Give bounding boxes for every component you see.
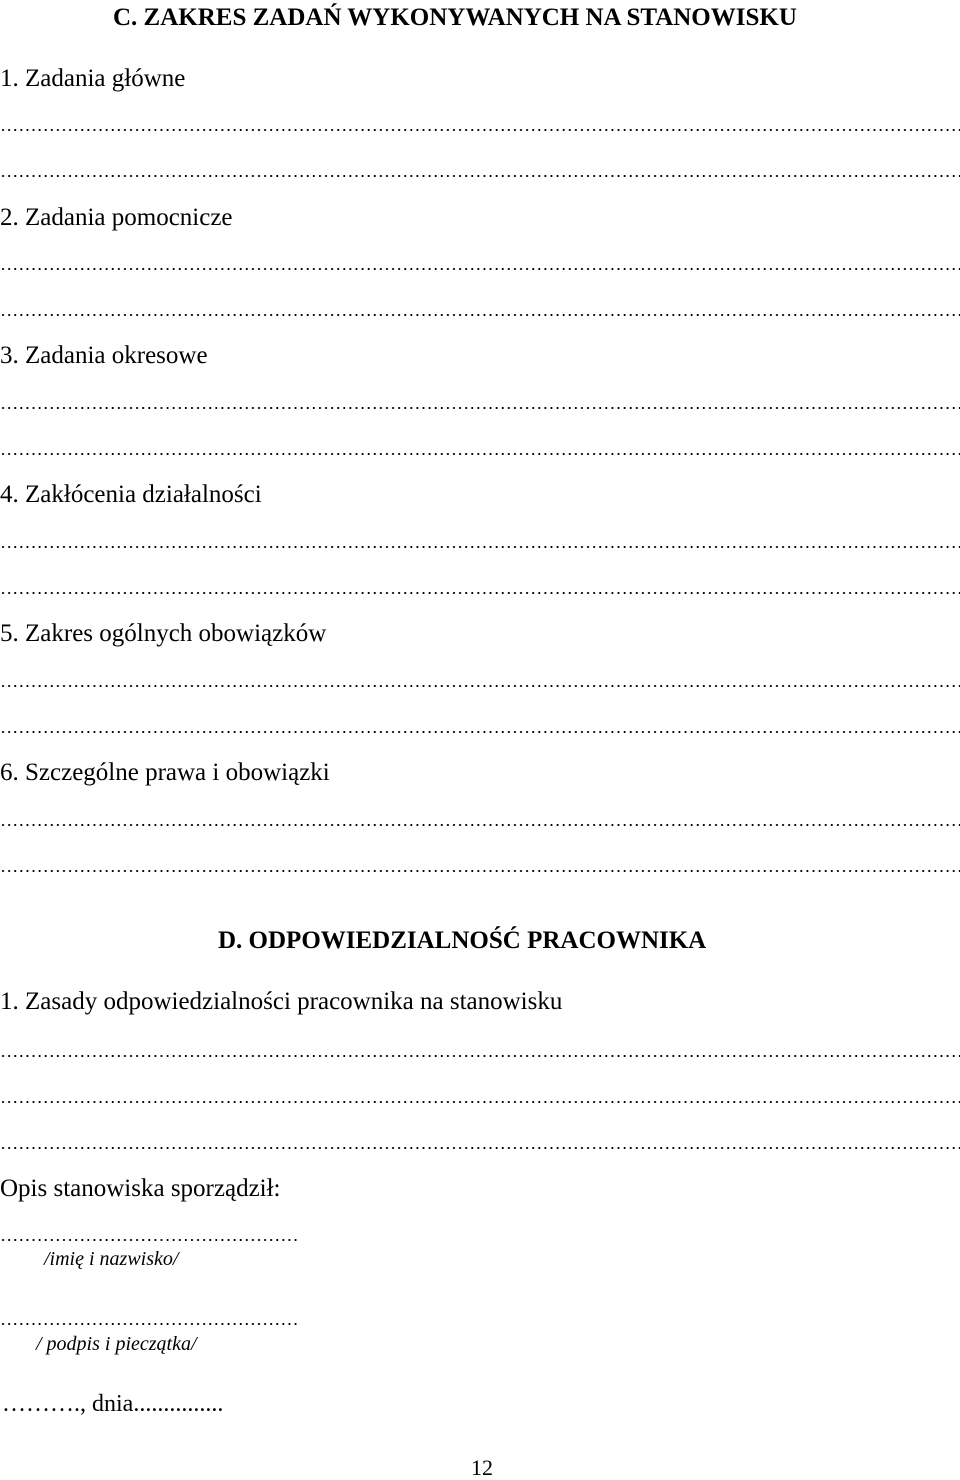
fill-line[interactable] bbox=[0, 313, 960, 317]
item-label-general-duties: 5. Zakres ogólnych obowiązków bbox=[0, 620, 327, 647]
name-fill-line[interactable] bbox=[0, 1238, 300, 1242]
item-label-auxiliary-tasks: 2. Zadania pomocnicze bbox=[0, 204, 233, 231]
fill-line[interactable] bbox=[0, 1100, 960, 1104]
fill-line[interactable] bbox=[0, 869, 960, 873]
fill-line[interactable] bbox=[0, 1146, 960, 1150]
fill-line[interactable] bbox=[0, 406, 960, 410]
date-line[interactable]: ………., dnia............... bbox=[2, 1391, 224, 1417]
item-label-main-tasks: 1. Zadania główne bbox=[0, 65, 186, 92]
item-label-responsibility-rules: 1. Zasady odpowiedzialności pracownika na stanowisku bbox=[0, 988, 563, 1015]
item-label-disruptions: 4. Zakłócenia działalności bbox=[0, 481, 262, 508]
section-d-title: D. ODPOWIEDZIALNOŚĆ PRACOWNIKA bbox=[218, 927, 707, 954]
fill-line[interactable] bbox=[0, 452, 960, 456]
fill-line[interactable] bbox=[0, 267, 960, 271]
fill-line[interactable] bbox=[0, 591, 960, 595]
section-c-title: C. ZAKRES ZADAŃ WYKONYWANYCH NA STANOWISKU bbox=[113, 4, 797, 31]
item-label-periodic-tasks: 3. Zadania okresowe bbox=[0, 342, 208, 369]
prepared-by-label: Opis stanowiska sporządził: bbox=[0, 1175, 281, 1202]
fill-line[interactable] bbox=[0, 684, 960, 688]
fill-line[interactable] bbox=[0, 1054, 960, 1058]
signature-fill-line[interactable] bbox=[0, 1322, 300, 1326]
fill-line[interactable] bbox=[0, 545, 960, 549]
fill-line[interactable] bbox=[0, 174, 960, 178]
fill-line[interactable] bbox=[0, 730, 960, 734]
item-label-special-rights: 6. Szczególne prawa i obowiązki bbox=[0, 759, 330, 786]
page-number: 12 bbox=[471, 1455, 493, 1480]
fill-line[interactable] bbox=[0, 823, 960, 827]
signature-caption: / podpis i pieczątka/ bbox=[36, 1333, 197, 1355]
name-caption: /imię i nazwisko/ bbox=[44, 1248, 179, 1270]
fill-line[interactable] bbox=[0, 128, 960, 132]
